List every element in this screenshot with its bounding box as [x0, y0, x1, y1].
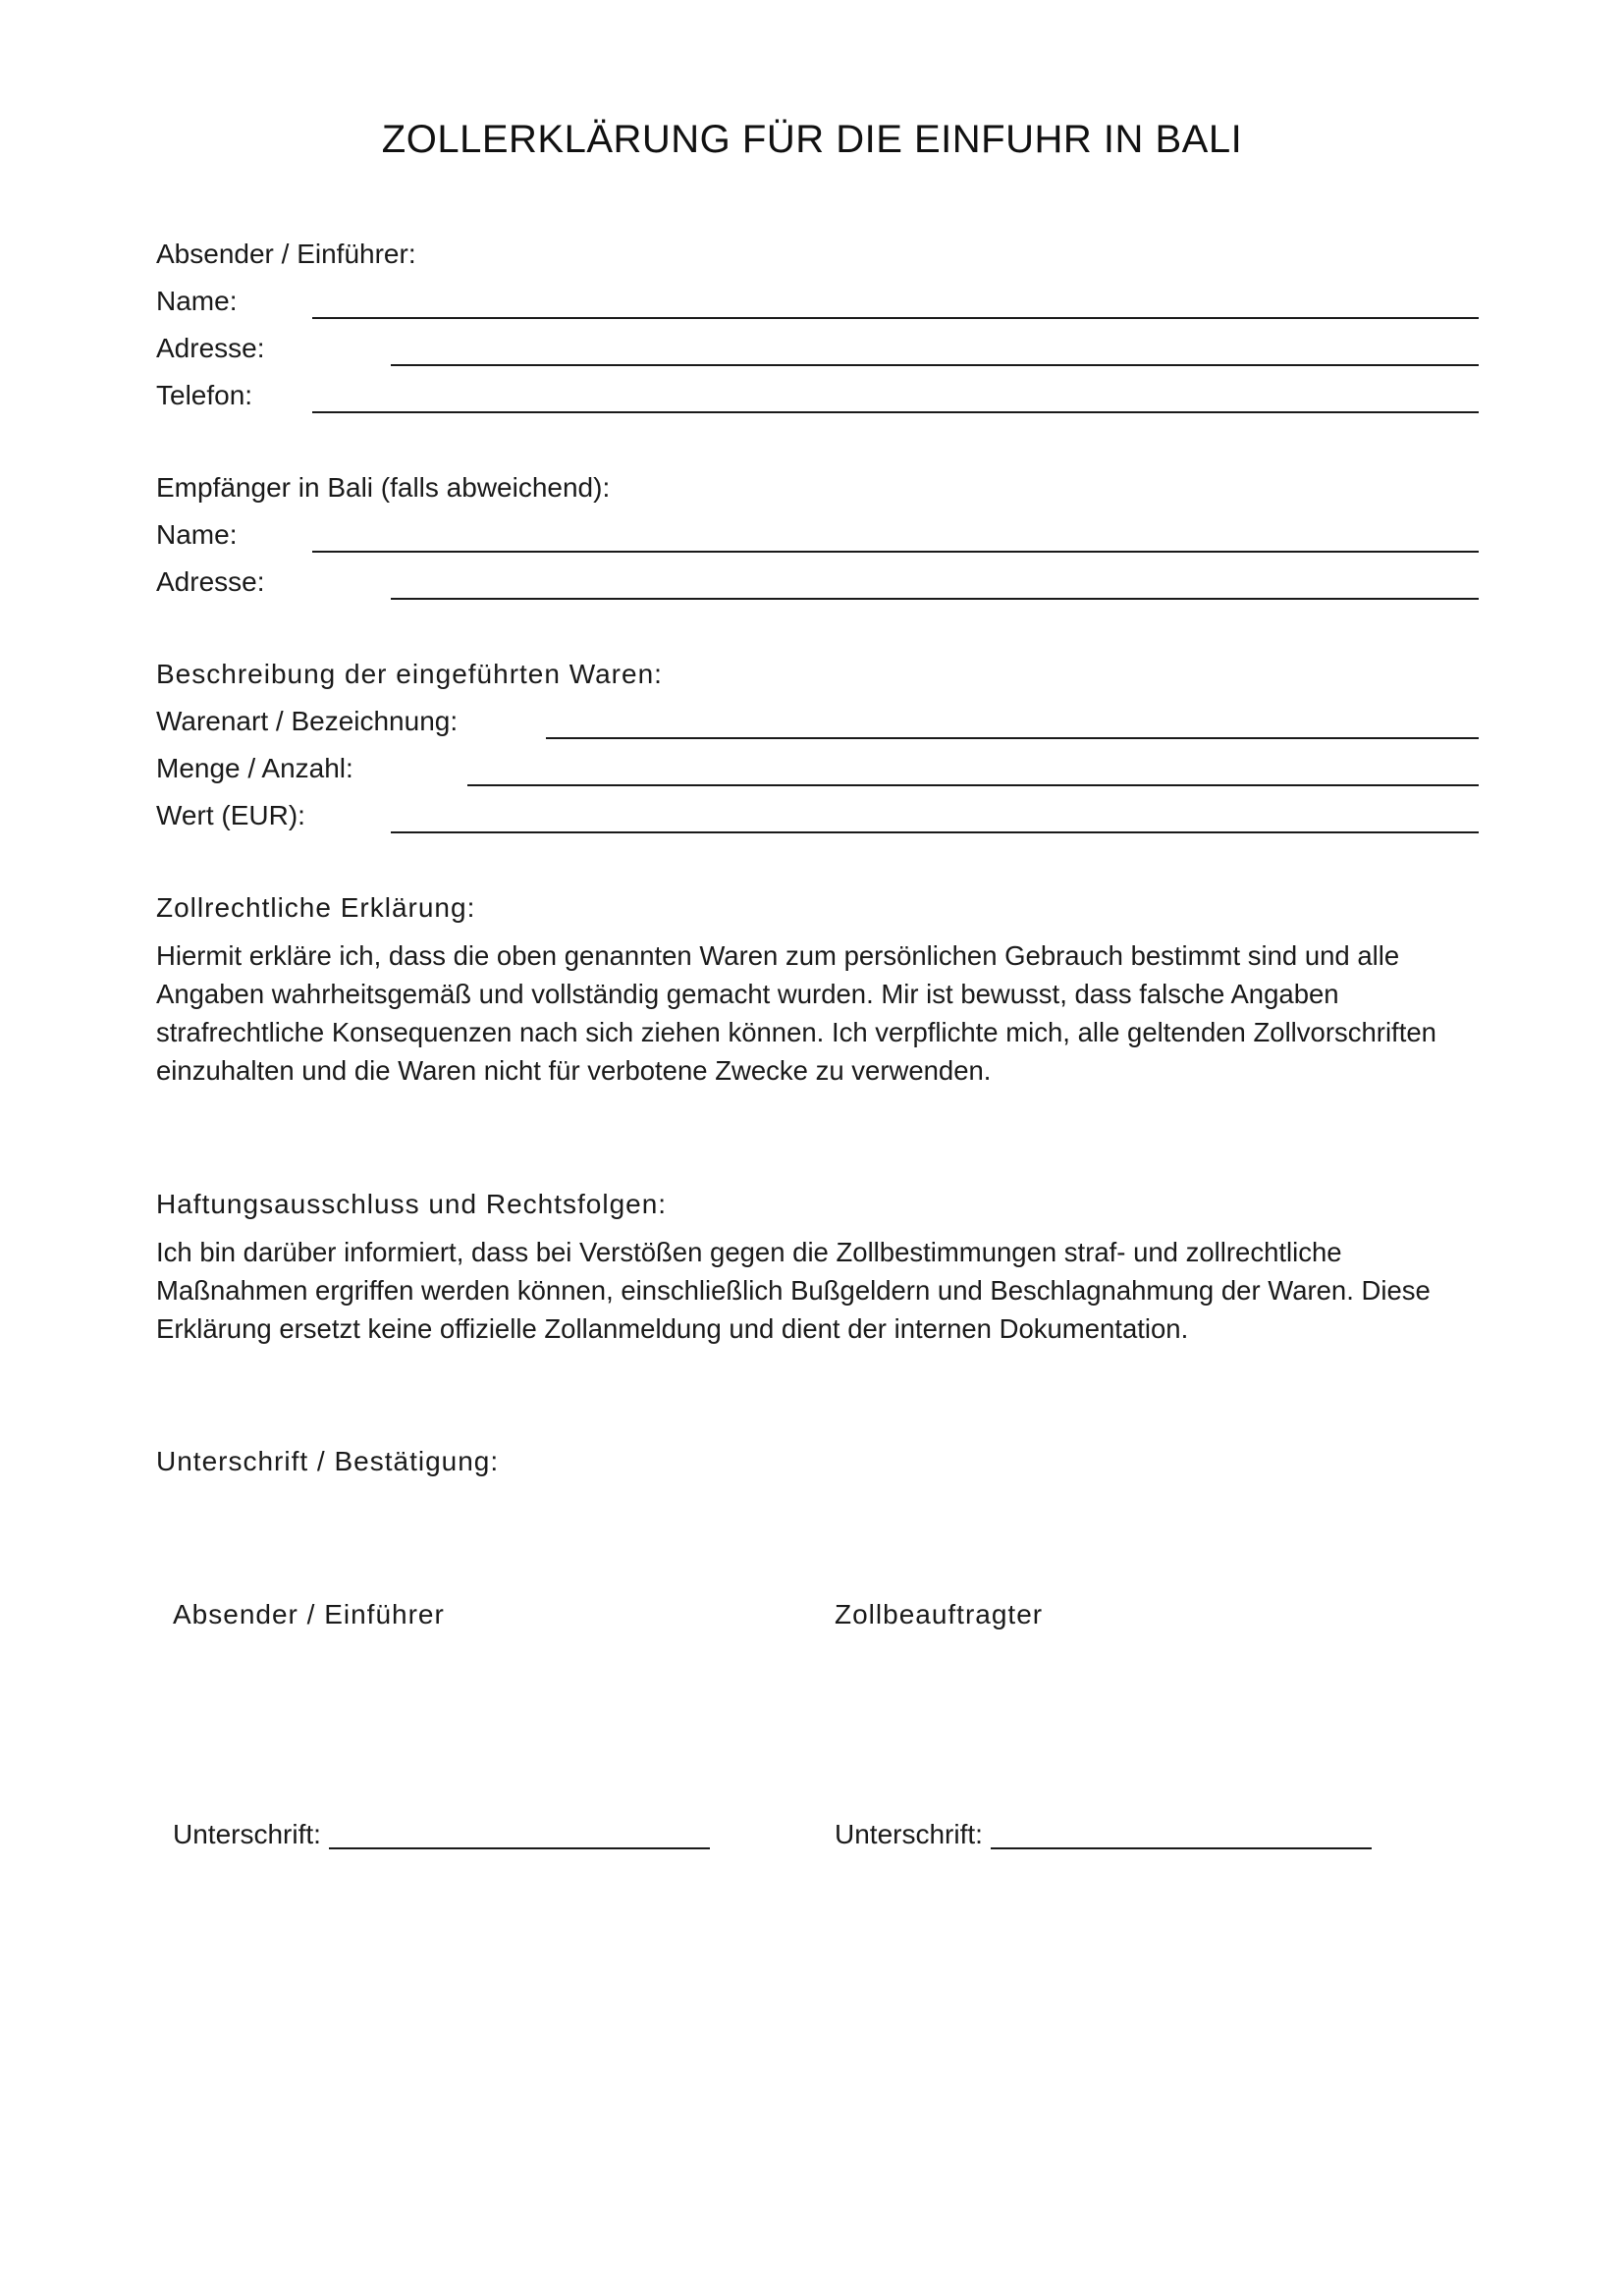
- goods-quantity-field[interactable]: [467, 784, 1479, 786]
- sender-name-label: Name:: [156, 286, 238, 316]
- customs-declaration-heading: Zollrechtliche Erklärung:: [156, 892, 476, 923]
- signature-heading: Unterschrift / Bestätigung:: [156, 1446, 500, 1476]
- sender-name-field[interactable]: [312, 317, 1479, 319]
- goods-value-field[interactable]: [391, 831, 1479, 833]
- customs-officer-signature-label: Unterschrift:: [835, 1819, 983, 1849]
- sender-address-label: Adresse:: [156, 333, 265, 363]
- customs-officer-signature-party: Zollbeauftragter: [835, 1599, 1044, 1629]
- goods-quantity-label: Menge / Anzahl:: [156, 753, 353, 783]
- sender-phone-field[interactable]: [312, 411, 1479, 413]
- recipient-name-field[interactable]: [312, 551, 1479, 553]
- sender-heading: Absender / Einführer:: [156, 239, 416, 269]
- document-title: ZOLLERKLÄRUNG FÜR DIE EINFUHR IN BALI: [381, 118, 1243, 161]
- recipient-heading: Empfänger in Bali (falls abweichend):: [156, 472, 611, 503]
- goods-value-label: Wert (EUR):: [156, 800, 305, 830]
- sender-signature-field[interactable]: [329, 1847, 710, 1849]
- customs-declaration-text: Hiermit erkläre ich, dass die oben genannten Waren zum persönlichen Gebrauch bestimmt sind und alle Angaben wahrheitsgemäß und vollständig gemacht wurden. Mir ist bewusst, dass falsche Angaben strafrechtliche Konsequenzen nach sich ziehen können. Ich verpflichte mich, alle geltenden Zollvorschriften einzuhalten und die Waren nicht für verbotene Zwecke zu verwenden.: [156, 940, 1436, 1086]
- customs-officer-signature-field[interactable]: [991, 1847, 1372, 1849]
- goods-type-label: Warenart / Bezeichnung:: [156, 706, 459, 736]
- recipient-address-field[interactable]: [391, 598, 1479, 600]
- goods-type-field[interactable]: [546, 737, 1479, 739]
- sender-signature-party: Absender / Einführer: [173, 1599, 445, 1629]
- liability-text: Ich bin darüber informiert, dass bei Verstößen gegen die Zollbestimmungen straf- und zollrechtliche Maßnahmen ergriffen werden können, einschließlich Bußgeldern und Beschlagnahmung der Waren. Diese Erklärung ersetzt keine offizielle Zollanmeldung und dient der internen Dokumentation.: [156, 1237, 1431, 1344]
- sender-signature-label: Unterschrift:: [173, 1819, 321, 1849]
- goods-heading: Beschreibung der eingeführten Waren:: [156, 659, 663, 689]
- recipient-name-label: Name:: [156, 519, 238, 550]
- recipient-address-label: Adresse:: [156, 566, 265, 597]
- sender-phone-label: Telefon:: [156, 380, 253, 410]
- sender-address-field[interactable]: [391, 364, 1479, 366]
- liability-heading: Haftungsausschluss und Rechtsfolgen:: [156, 1189, 668, 1219]
